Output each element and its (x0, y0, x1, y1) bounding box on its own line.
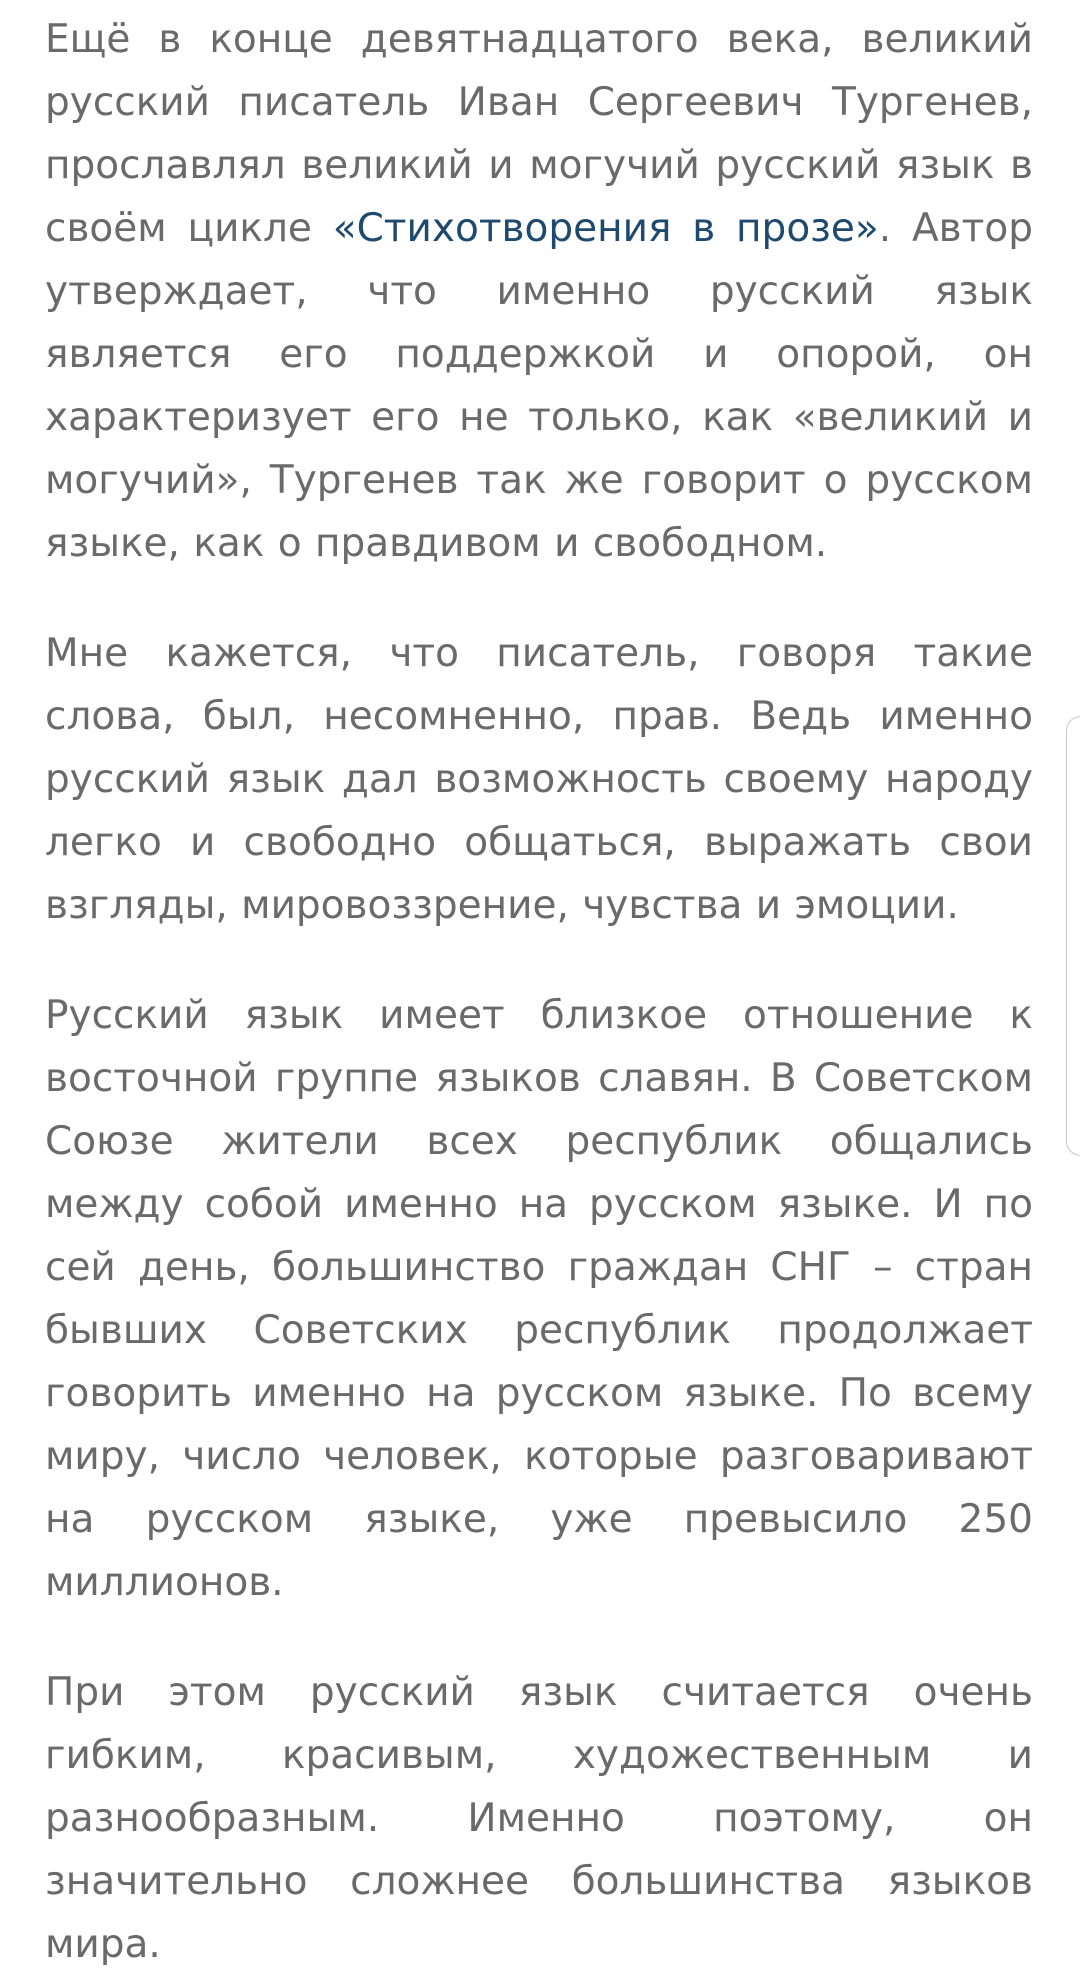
article-body (45, 8, 1033, 1976)
paragraph-1-text-before: Ещё в конце девятнадцатого века, великий русский писатель Иван Сергеевич Тургенев, прославлял великий и могучий русский язык в своём цикле (45, 17, 1033, 251)
paragraph-3: Русский язык имеет близкое отношение к восточной группе языков славян. В Советском Союзе жители всех республик общались между собой именно на русском языке. И по сей день, большинство граждан СНГ – стран бывших Советских республик продолжает говорить именно на русском языке. По всему миру, число человек, которые разговаривают на русском языке, уже превысило 250 миллионов. (45, 993, 1033, 1605)
paragraph-1-text-after: . Автор утверждает, что именно русский язык является его поддержкой и опорой, он характеризует его не только, как «великий и могучий», Тургенев так же говорит о русском языке, как о правдивом и свободном. (45, 206, 1033, 566)
paragraph-1 (45, 8, 1033, 575)
paragraph-2: Мне кажется, что писатель, говоря такие слова, был, несомненно, прав. Ведь именно русский язык дал возможность своему народу легко и свободно общаться, выражать свои взгляды, мировоззрение, чувства и эмоции. (45, 631, 1033, 928)
poems-in-prose-link[interactable]: «Стихотворения в прозе» (332, 206, 879, 251)
side-scroll-handle[interactable] (1066, 716, 1080, 1156)
paragraph-4: При этом русский язык считается очень гибким, красивым, художественным и разнообразным. Именно поэтому, он значительно сложнее большинства языков мира. (45, 1670, 1033, 1967)
